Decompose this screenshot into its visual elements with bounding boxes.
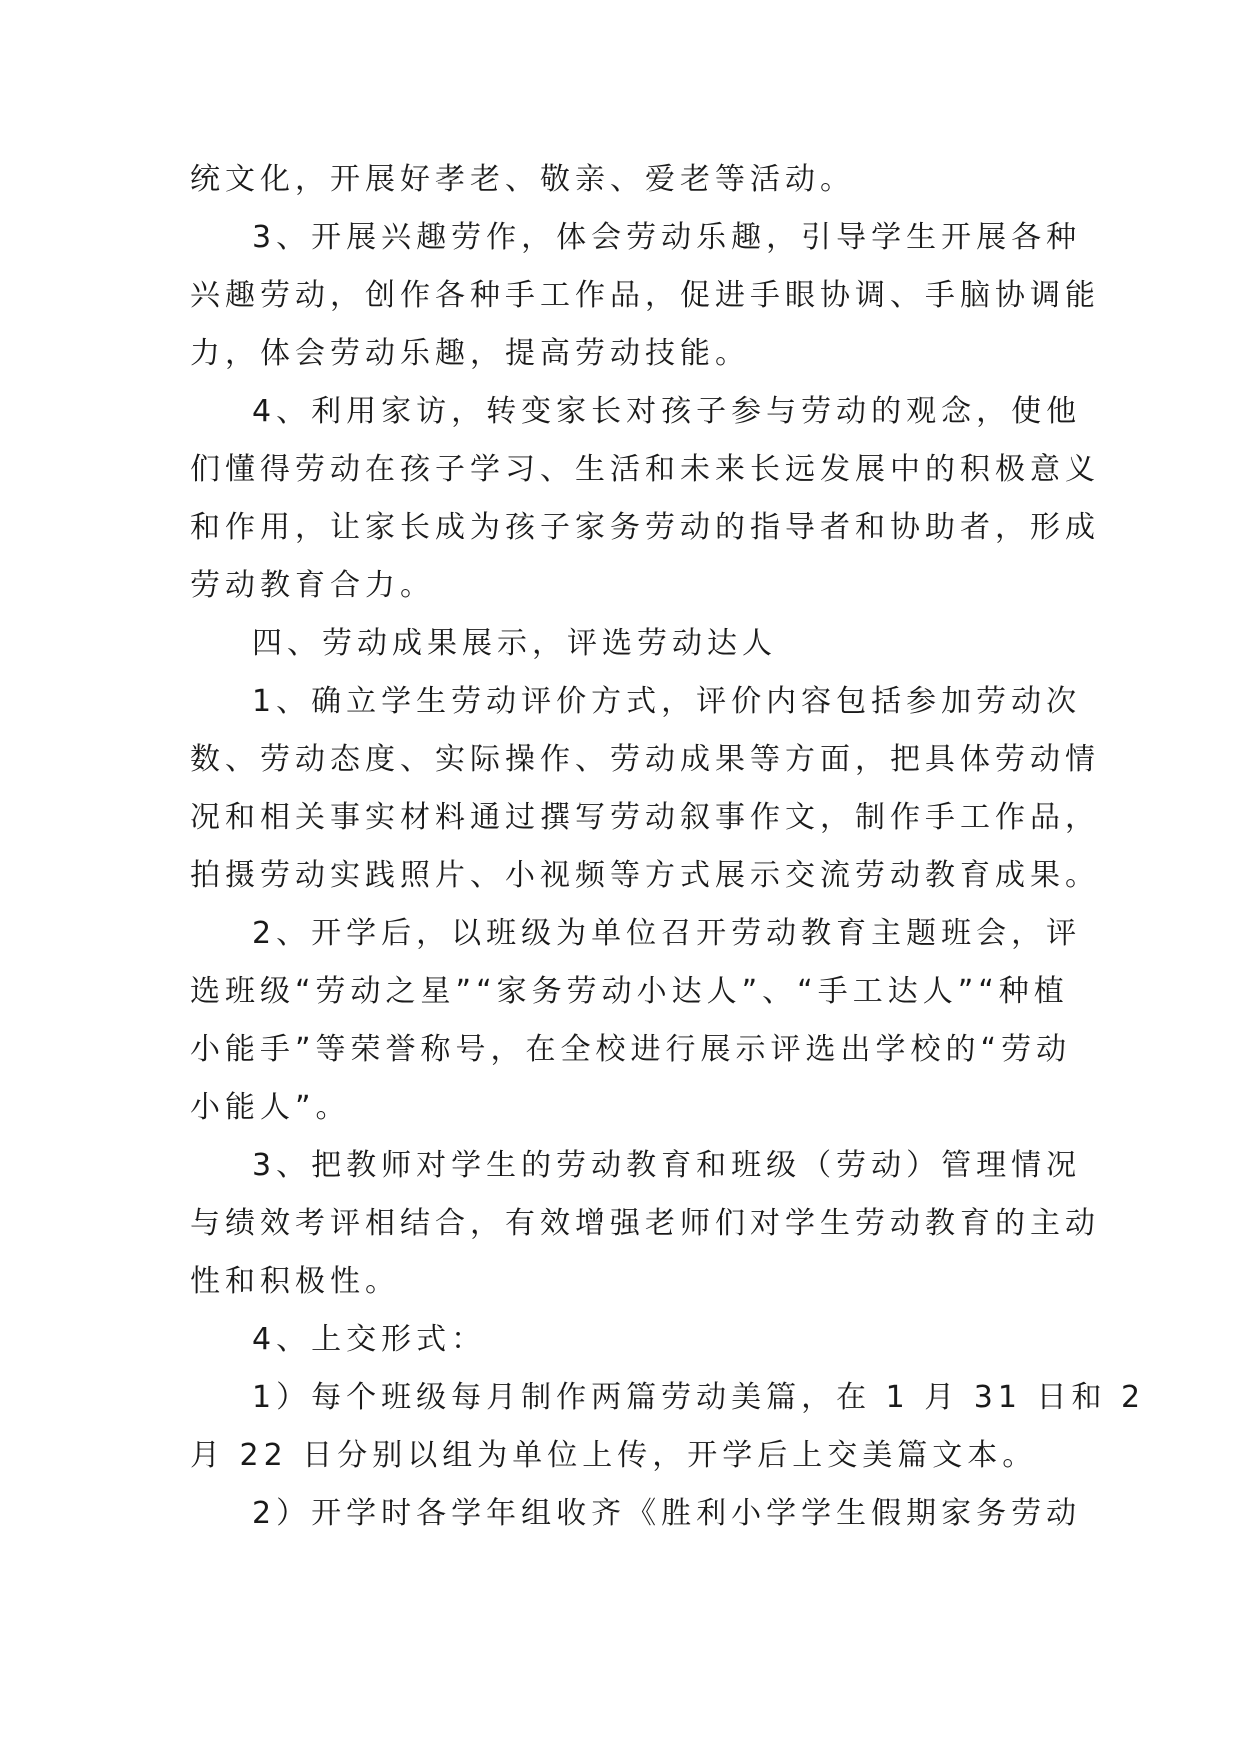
text-line: 1、确立学生劳动评价方式，评价内容包括参加劳动次 <box>252 684 1082 719</box>
text-line: 况和相关事实材料通过撰写劳动叙事作文，制作手工作品， <box>190 800 1100 835</box>
text-line: 2、开学后，以班级为单位召开劳动教育主题班会，评 <box>252 916 1082 951</box>
text-line: 小能手”等荣誉称号，在全校进行展示评选出学校的“劳动 <box>190 1032 1072 1067</box>
text-line: 力，体会劳动乐趣，提高劳动技能。 <box>190 336 750 371</box>
text-line: 统文化，开展好孝老、敬亲、爱老等活动。 <box>190 162 855 197</box>
text-line: 3、把教师对学生的劳动教育和班级（劳动）管理情况 <box>252 1148 1082 1183</box>
text-line: 劳动教育合力。 <box>190 568 435 603</box>
text-line: 4、上交形式： <box>252 1322 487 1357</box>
text-line: 们懂得劳动在孩子学习、生活和未来长远发展中的积极意义 <box>190 452 1100 487</box>
text-line: 兴趣劳动，创作各种手工作品，促进手眼协调、手脑协调能 <box>190 278 1100 313</box>
text-line: 月 22 日分别以组为单位上传，开学后上交美篇文本。 <box>190 1438 1038 1473</box>
text-line: 选班级“劳动之星”“家务劳动小达人”、“手工达人”“种植 <box>190 974 1069 1009</box>
text-line: 和作用，让家长成为孩子家务劳动的指导者和协助者，形成 <box>190 510 1100 545</box>
text-line: 小能人”。 <box>190 1090 351 1125</box>
text-line: 与绩效考评相结合，有效增强老师们对学生劳动教育的主动 <box>190 1206 1100 1241</box>
text-line: 3、开展兴趣劳作，体会劳动乐趣，引导学生开展各种 <box>252 220 1082 255</box>
text-line: 拍摄劳动实践照片、小视频等方式展示交流劳动教育成果。 <box>190 858 1100 893</box>
text-line: 2）开学时各学年组收齐《胜利小学学生假期家务劳动 <box>252 1496 1082 1531</box>
text-line: 1）每个班级每月制作两篇劳动美篇，在 1 月 31 日和 2 <box>252 1380 1146 1415</box>
section-heading: 四、劳动成果展示，评选劳动达人 <box>252 626 777 661</box>
text-line: 4、利用家访，转变家长对孩子参与劳动的观念，使他 <box>252 394 1082 429</box>
text-line: 性和积极性。 <box>190 1264 400 1299</box>
text-line: 数、劳动态度、实际操作、劳动成果等方面，把具体劳动情 <box>190 742 1100 777</box>
